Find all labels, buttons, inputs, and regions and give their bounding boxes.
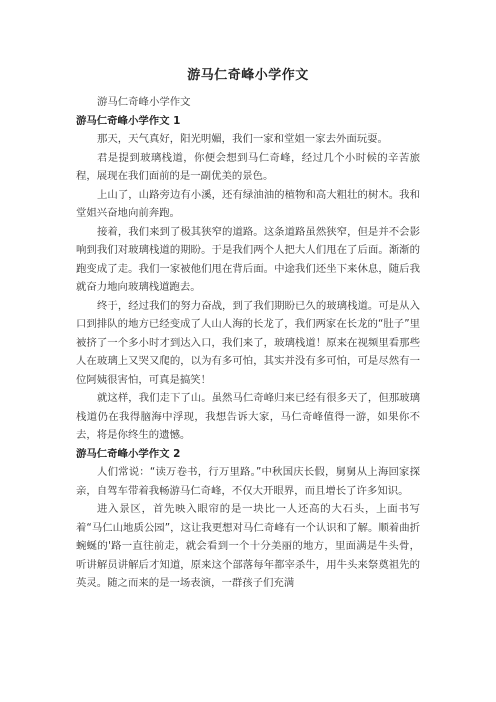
- paragraph: 那天，天气真好，阳光明媚，我们一家和堂姐一家去外面玩耍。: [97, 133, 388, 145]
- document-title: 游马仁奇峰小学作文: [187, 68, 309, 83]
- paragraph: 终于，经过我们的努力奋战，到了我们期盼已久的玻璃栈道。可是从入口到排队的地方已经变成了人山人海的长龙了，我们两家在长龙的“肚子”里被挤了一个多小时才到达入口，我们来了，玻璃栈道！原来在视频里看那些人在玻璃上又哭又爬的，以为有多可怕，其实并没有多可怕，可是尽然有一位阿姨很害怕，可真是搞笑！: [76, 299, 420, 386]
- paragraph: 就这样，我们走下了山。虽然马仁奇峰归来已经有很多天了，但那玻璃栈道仍在我得脑海中浮现，我想告诉大家，马仁奇峰值得一游，如果你不去，将是你终生的遗憾。: [76, 392, 420, 441]
- paragraph: 人们常说：“读万卷书，行万里路。”中秋国庆长假，舅舅从上海回家探亲，自驾车带着我畅游马仁奇峰，不仅大开眼界，而且增长了许多知识。: [76, 466, 420, 497]
- section-heading-1: 游马仁奇峰小学作文 1: [76, 114, 181, 127]
- paragraph: 接着，我们来到了极其狭窄的道路。这条道路虽然狭窄，但是并不会影响到我们对玻璃栈道的期盼。于是我们两个人把大人们甩在了后面。渐渐的跑变成了走。我们一家被他们甩在背后面。中途我们还坐下来休息，随后我就奋力地向玻璃栈道跑去。: [76, 225, 420, 293]
- document-body: [76, 93, 420, 593]
- paragraph: 进入景区，首先映入眼帘的是一块比一人还高的大石头，上面书写着“马仁山地质公园”，这让我更想对马仁奇峰有一个认识和了解。顺着曲折蜿蜒的'路一直往前走，就会看到一个十分美丽的地方，里面满是牛头骨，听讲解员讲解后才知道，原来这个部落每年都宰杀牛，用牛头来祭奠祖先的英灵。随之而来的是一场表演，一群孩子们充满: [76, 503, 420, 589]
- section-heading-2: 游马仁奇峰小学作文 2: [76, 447, 181, 460]
- intro-line: 游马仁奇峰小学作文: [97, 96, 191, 108]
- paragraph: 君是提到玻璃栈道，你便会想到马仁奇峰，经过几个小时候的辛苦旅程，展现在我们面前的是一副优美的景色。: [76, 151, 420, 182]
- paragraph: 上山了，山路旁边有小溪，还有绿油油的植物和高大粗壮的树木。我和堂姐兴奋地向前奔跑。: [76, 188, 420, 219]
